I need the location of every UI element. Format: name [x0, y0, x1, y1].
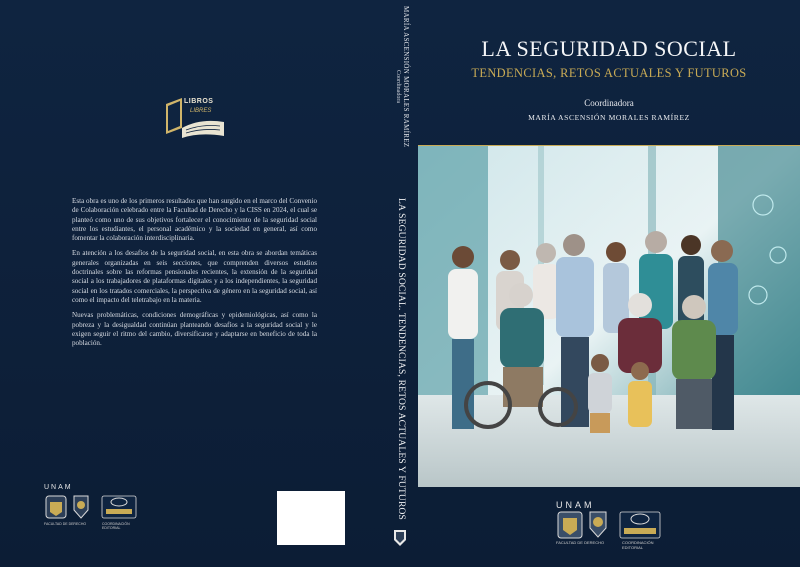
book-title: LA SEGURIDAD SOCIAL [481, 36, 737, 61]
logo-text-libres: LIBRES [190, 108, 212, 114]
blurb-paragraph: Esta obra es uno de los primeros resultados que han surgido en el marco del Convenio de Colaboración celebrado entre la Facultad de Derecho y la CISS en 2024, el cual se planteó como uno de sus objetivos fortalecer el conocimiento de la seguridad social entre los estudiantes, el personal académico y la sociedad en general, así como fomentar la colaboración interdisciplinaria. [72, 197, 317, 243]
back-cover-blurb [72, 197, 317, 354]
barcode-area [277, 491, 345, 545]
front-cover [418, 0, 800, 567]
coordinator-role: Coordinadora [584, 98, 634, 108]
back-cover [0, 0, 380, 567]
spine-author: MARÍA ASCENSIÓN MORALES RAMÍREZ [402, 6, 410, 148]
spine-title: LA SEGURIDAD SOCIAL. TENDENCIAS, RETOS ACTUALES Y FUTUROS [396, 198, 406, 521]
unam-wordmark: UNAM [44, 484, 73, 491]
unam-shield-icon [556, 510, 666, 540]
faculty-label: FACULTAD DE DERECHO [556, 540, 605, 545]
libros-libres-logo [160, 96, 230, 140]
back-institution-logos [44, 484, 144, 528]
editorial-label: COORDINACIÓN EDITORIAL [102, 522, 130, 530]
editorial-label: COORDINACIÓN EDITORIAL [622, 540, 654, 550]
family-group-illustration [418, 145, 800, 487]
front-institution-logos [556, 500, 666, 550]
logo-text-libros: LIBROS [184, 98, 214, 105]
blurb-paragraph: En atención a los desafíos de la seguridad social, en esta obra se abordan temáticas generales organizadas en seis secciones, que comprenden diversos estudios doctrinales sobre las reformas pensionales recientes, la extensión de la seguridad social a los trabajadores de plataformas digitales y a los independientes, la seguridad social en los tratados comerciales, la perspectiva de género en la seguridad social, así como el impacto del teletrabajo en la materia. [72, 249, 317, 304]
faculty-label: FACULTAD DE DERECHO [44, 522, 87, 526]
unam-shield-icon [44, 494, 144, 522]
unam-wordmark: UNAM [556, 500, 595, 510]
book-subtitle: TENDENCIAS, RETOS ACTUALES Y FUTUROS [471, 66, 747, 80]
cover-photo-family [418, 145, 800, 487]
coordinator-name: MARÍA ASCENSIÓN MORALES RAMÍREZ [528, 113, 690, 122]
spine-role: Coordinadora [395, 70, 401, 103]
blurb-paragraph: Nuevas problemáticas, condiciones demográficas y epidemiológicas, así como la pobreza y la desigualdad continúan planteando desafíos a la seguridad social y le exigen seguir el ritmo del cambio, diversificarse y adaptarse en beneficio de toda la población. [72, 311, 317, 348]
spine-shield-icon [392, 528, 408, 548]
